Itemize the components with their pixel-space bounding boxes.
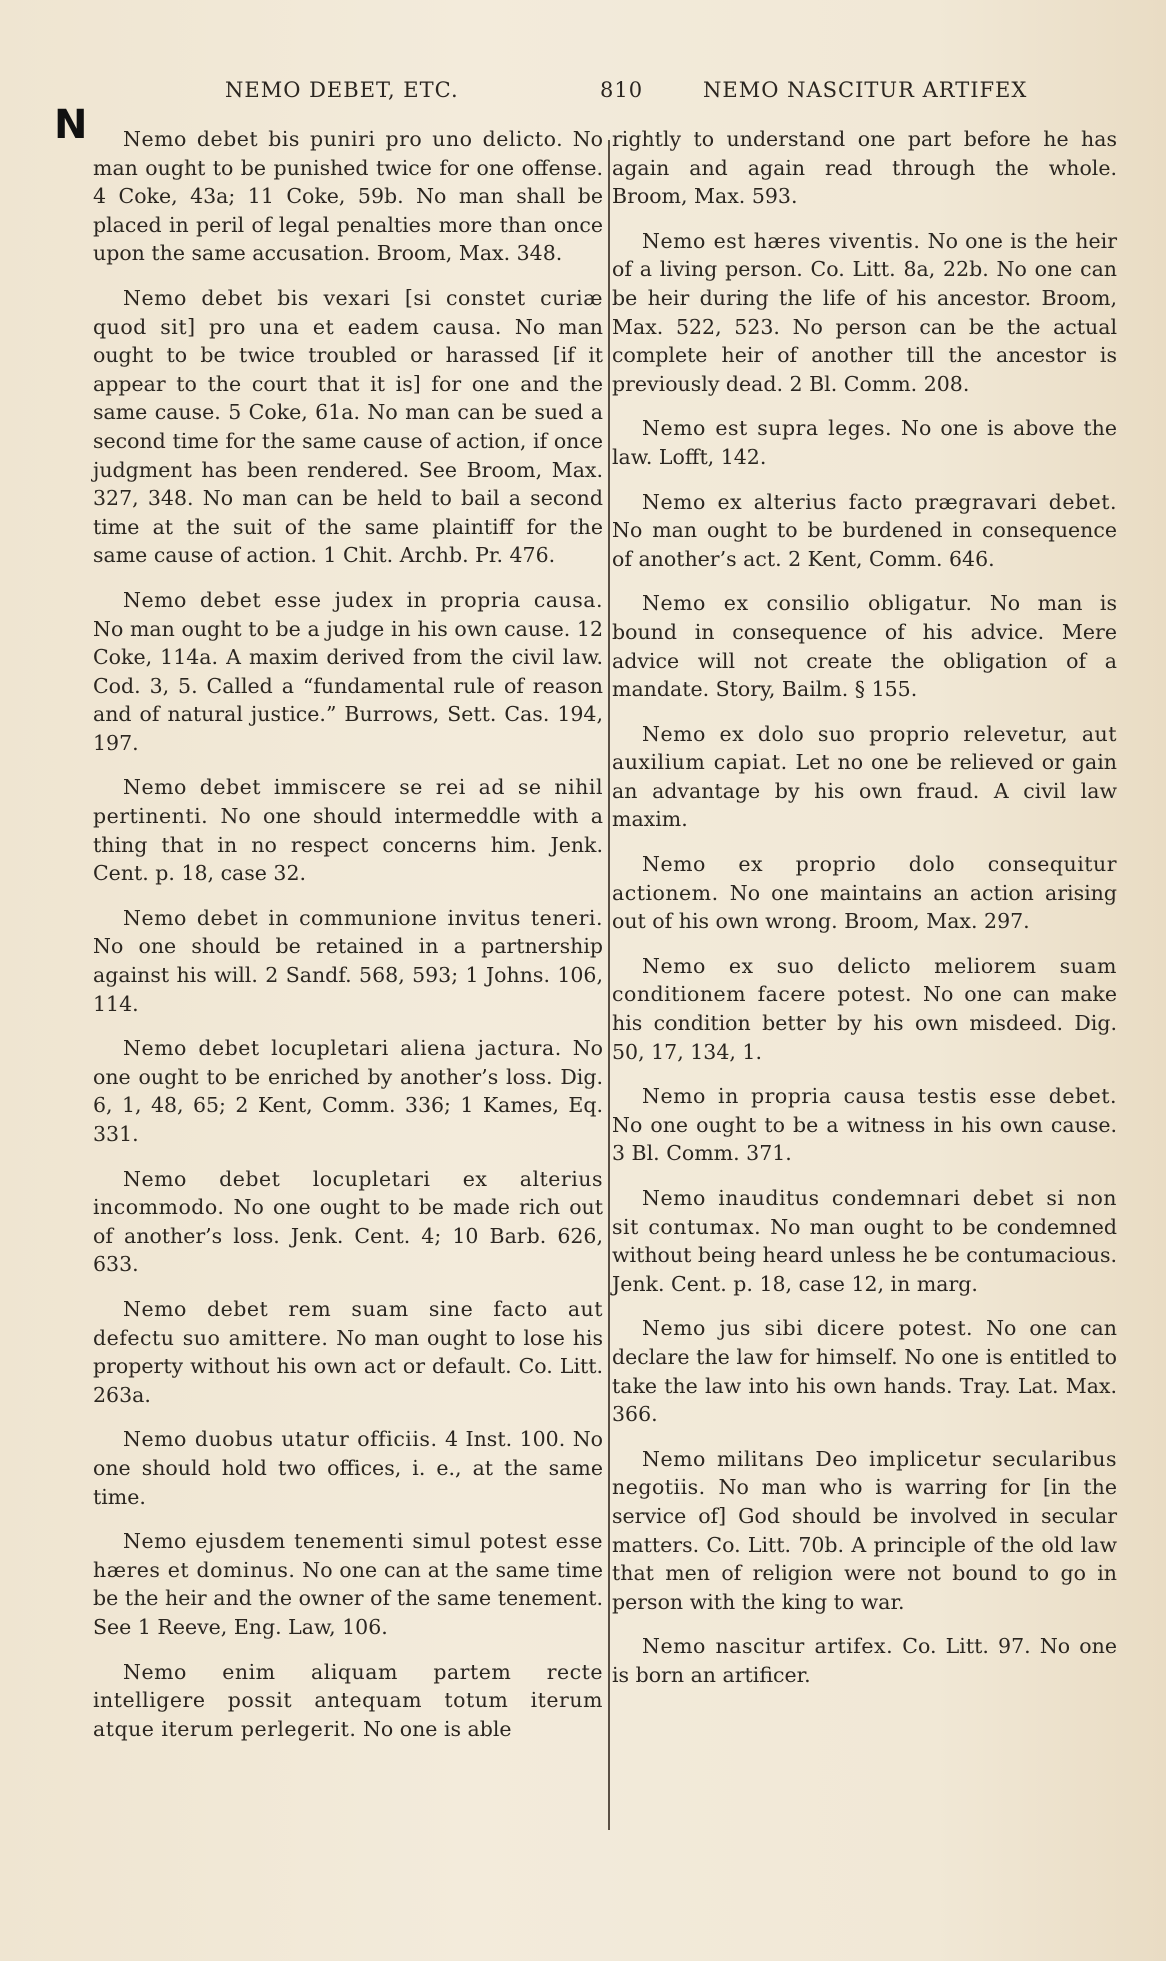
entry-maxim: Nemo inauditus condemnari debet si non sit contumax.: [612, 1186, 1117, 1239]
dictionary-entry: [93, 1295, 603, 1409]
entry-definition: No man ought to be burdened in consequence of another’s act. 2 Kent, Comm. 646.: [612, 518, 1117, 571]
dictionary-entry: [612, 720, 1117, 834]
entry-maxim: Nemo debet in communione invitus teneri.: [123, 905, 603, 930]
right-column: [612, 125, 1117, 1706]
entry-definition: No one should be retained in a partnership against his will. 2 Sandf. 568, 593; 1 Johns. 106, 114.: [93, 934, 603, 1016]
entry-maxim: Nemo ex consilio obligatur.: [642, 591, 973, 616]
entry-maxim: Nemo duobus utatur officiis.: [123, 1427, 438, 1452]
entry-definition: No one is above the law. Lofft, 142.: [612, 416, 1118, 469]
dictionary-entry: [612, 488, 1117, 574]
running-header: [0, 78, 1166, 112]
header-left-guide-word: NEMO DEBET, ETC.: [225, 78, 459, 102]
header-right-guide-word: NEMO NASCITUR ARTIFEX: [703, 78, 1028, 102]
dictionary-entry: [612, 1082, 1117, 1168]
entry-definition: No one should intermeddle with a thing that in no respect concerns him. Jenk. Cent. p. 18, case 32.: [93, 804, 603, 886]
entry-definition: Let no one be relieved or gain an advantage by his own fraud. A civil law maxim.: [612, 750, 1117, 832]
entry-definition: No one ought to be a witness in his own cause. 3 Bl. Comm. 371.: [612, 1112, 1117, 1166]
entry-definition: No one ought to be enriched by another’s loss. Dig. 6, 1, 48, 65; 2 Kent, Comm. 336; 1 Kames, Eq. 331.: [93, 1036, 603, 1146]
entry-maxim: Nemo nascitur artifex.: [642, 1634, 894, 1659]
dictionary-entry: [612, 1445, 1117, 1617]
dictionary-entry: [612, 952, 1117, 1066]
entry-maxim: Nemo ejusdem tenementi simul potest esse hæres et dominus.: [93, 1529, 603, 1582]
entry-definition: 4 Inst. 100. No one should hold two offices, i. e., at the same time.: [93, 1427, 603, 1509]
thumb-index-letter: N: [54, 102, 88, 148]
dictionary-entry: [612, 850, 1117, 936]
entry-maxim: Nemo ex proprio dolo consequitur actionem.: [612, 852, 1117, 905]
entry-maxim: Nemo debet bis puniri pro uno delicto.: [123, 127, 564, 151]
dictionary-entry: [93, 1658, 603, 1744]
entry-definition: No one can declare the law for himself. No one is entitled to take the law into his own hands. Tray. Lat. Max. 366.: [612, 1316, 1117, 1427]
entry-maxim: Nemo debet immiscere se rei ad se nihil pertinenti.: [93, 775, 603, 829]
left-column: [93, 125, 603, 1759]
dictionary-entry: [93, 1425, 603, 1511]
dictionary-entry: [93, 773, 603, 887]
dictionary-entry: [93, 904, 603, 1018]
dictionary-entry: [612, 1184, 1117, 1298]
entry-maxim: Nemo ex dolo suo proprio relevetur, aut auxilium capiat.: [612, 721, 1117, 775]
entry-maxim: Nemo debet esse judex in propria causa.: [123, 587, 603, 612]
entry-definition: No man is bound in consequence of his advice. Mere advice will not create the obligation of a mandate. Story, Bailm. § 155.: [612, 591, 1117, 702]
entry-definition: No one ought to be made rich out of another’s loss. Jenk. Cent. 4; 10 Barb. 626, 633.: [93, 1195, 603, 1277]
dictionary-entry: [93, 586, 603, 758]
entry-maxim: Nemo est supra leges.: [642, 416, 893, 441]
entry-definition: No one is able: [356, 1716, 512, 1741]
entry-maxim: Nemo debet locupletari ex alterius incommodo.: [93, 1166, 603, 1220]
entry-maxim: Nemo debet locupletari aliena jactura.: [123, 1036, 562, 1061]
entry-maxim: Nemo ex alterius facto prægravari debet.: [642, 489, 1117, 514]
column-divider: [608, 140, 610, 1830]
entry-maxim: Nemo est hæres viventis.: [642, 228, 921, 253]
dictionary-entry: [612, 589, 1117, 703]
entry-definition: No one is the heir of a living person. Co. Litt. 8a, 22b. No one can be heir during the life of his ancestor. Broom, Max. 522, 523. No person can be the actual complete heir of another till the ancestor is previously dead. 2 Bl. Comm. 208.: [612, 228, 1117, 396]
dictionary-entry: [93, 284, 603, 570]
entry-maxim: Nemo militans Deo implicetur secularibus negotiis.: [612, 1446, 1117, 1500]
entry-definition: No one can make his condition better by his own misdeed. Dig. 50, 17, 134, 1.: [612, 982, 1117, 1064]
dictionary-entry: [93, 1034, 603, 1148]
entry-maxim: Nemo enim aliquam partem recte intelligere possit antequam totum iterum atque iterum perlegerit.: [93, 1659, 603, 1741]
entry-definition: No man who is warring for [in the service of] God should be involved in secular matters. Co. Litt. 70b. A principle of the old law that men of religion were not bound to go in person with the king to war.: [612, 1475, 1117, 1614]
dictionary-entry: [612, 227, 1117, 399]
entry-definition: No one maintains an action arising out of his own wrong. Broom, Max. 297.: [612, 880, 1117, 934]
entry-maxim: Nemo ex suo delicto meliorem suam conditionem facere potest.: [612, 953, 1117, 1007]
entry-definition: No man ought to be twice troubled or harassed [if it appear to the court that it is] for one and the same cause. 5 Coke, 61a. No man can be sued a second time for the same cause of action, if once judgment has been rendered. See Broom, Max. 327, 348. No man can be held to bail a second time at the suit of the same plaintiff for the same cause of action. 1 Chit. Archb. Pr. 476.: [93, 314, 603, 568]
dictionary-entry: [612, 1314, 1117, 1428]
entry-definition: rightly to understand one part before he has again and again read through the whole. Broom, Max. 593.: [612, 127, 1117, 209]
entry-maxim: Nemo debet bis vexari [si constet curiæ quod sit] pro una et eadem causa.: [93, 285, 603, 339]
entry-maxim: Nemo in propria causa testis esse debet.: [642, 1084, 1117, 1109]
entry-definition: No one can at the same time be the heir and the owner of the same tenement. See 1 Reeve, Eng. Law, 106.: [93, 1557, 603, 1639]
entry-definition: No man ought to be punished twice for one offense. 4 Coke, 43a; 11 Coke, 59b. No man shall be placed in peril of legal penalties more than once upon the same accusation. Broom, Max. 348.: [93, 127, 604, 266]
entry-definition: No man ought to be a judge in his own cause. 12 Coke, 114a. A maxim derived from the civil law. Cod. 3, 5. Called a “fundamental rule of reason and of natural justice.” Burrows, Sett. Cas. 194, 197.: [93, 616, 603, 755]
entry-maxim: Nemo debet rem suam sine facto aut defectu suo amittere.: [93, 1296, 603, 1350]
dictionary-entry: [93, 125, 603, 268]
entry-definition: No man ought to be condemned without being heard unless he be contumacious. Jenk. Cent. p. 18, case 12, in marg.: [612, 1214, 1117, 1296]
dictionary-entry: [612, 125, 1117, 211]
dictionary-entry: [93, 1165, 603, 1279]
dictionary-entry: [612, 414, 1117, 471]
dictionary-entry: [93, 1527, 603, 1641]
entry-maxim: Nemo jus sibi dicere potest.: [642, 1316, 974, 1341]
entry-definition: Co. Litt. 97. No one is born an artificer.: [612, 1634, 1117, 1687]
dictionary-entry: [612, 1632, 1117, 1689]
entry-definition: No man ought to lose his property without his own act or default. Co. Litt. 263a.: [93, 1325, 603, 1407]
page-number: 810: [600, 78, 644, 102]
